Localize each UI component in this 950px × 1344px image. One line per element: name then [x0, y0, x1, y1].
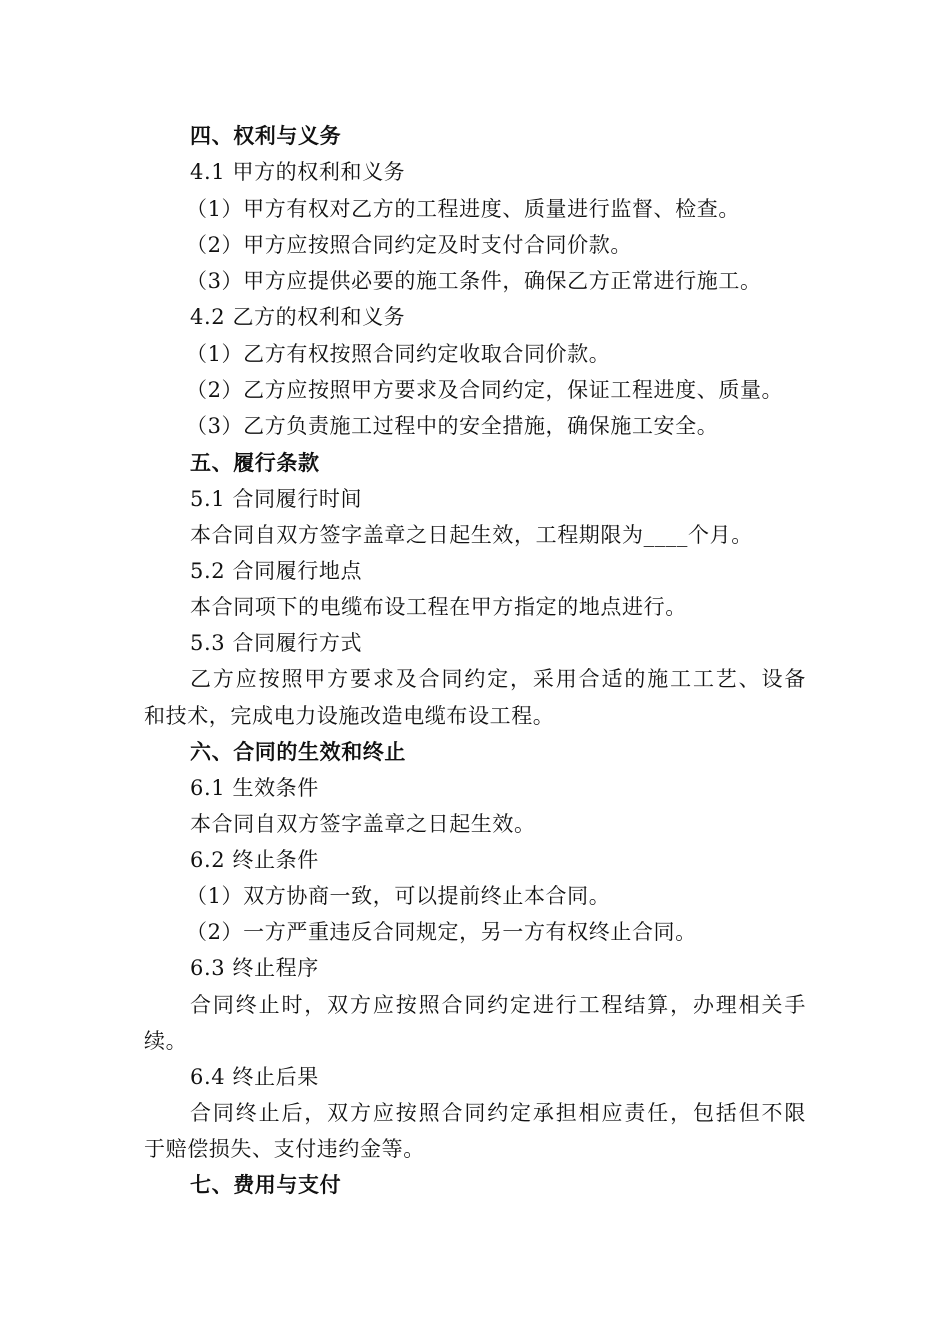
section-heading: 四、权利与义务	[190, 124, 342, 148]
list-item: （1）双方协商一致，可以提前终止本合同。	[186, 884, 611, 908]
paragraph-line: 于赔偿损失、支付违约金等。	[144, 1137, 425, 1161]
paragraph-line: 本合同自双方签字盖章之日起生效。	[190, 812, 536, 836]
list-item: （3）甲方应提供必要的施工条件，确保乙方正常进行施工。	[186, 269, 762, 293]
list-item: （1）乙方有权按照合同约定收取合同价款。	[186, 342, 611, 366]
paragraph-line: 本合同自双方签字盖章之日起生效，工程期限为____个月。	[190, 523, 753, 547]
subsection-heading: 6.4 终止后果	[190, 1065, 319, 1089]
list-item: （2）乙方应按照甲方要求及合同约定，保证工程进度、质量。	[186, 378, 784, 402]
paragraph-line: 本合同项下的电缆布设工程在甲方指定的地点进行。	[190, 595, 687, 619]
list-item: （2）一方严重违反合同规定，另一方有权终止合同。	[186, 920, 697, 944]
subsection-heading: 6.3 终止程序	[190, 956, 319, 980]
subsection-heading: 4.1 甲方的权利和义务	[190, 160, 406, 184]
subsection-heading: 4.2 乙方的权利和义务	[190, 305, 406, 329]
section-heading: 七、费用与支付	[190, 1173, 342, 1197]
section-heading: 六、合同的生效和终止	[190, 740, 406, 764]
list-item: （2）甲方应按照合同约定及时支付合同价款。	[186, 233, 632, 257]
subsection-heading: 6.2 终止条件	[190, 848, 319, 872]
list-item: （3）乙方负责施工过程中的安全措施，确保施工安全。	[186, 414, 719, 438]
paragraph-line: 合同终止后，双方应按照合同约定承担相应责任，包括但不限	[190, 1101, 806, 1125]
paragraph-line: 乙方应按照甲方要求及合同约定，采用合适的施工工艺、设备	[190, 667, 806, 691]
section-heading: 五、履行条款	[190, 451, 320, 475]
subsection-heading: 5.3 合同履行方式	[190, 631, 363, 655]
paragraph-line: 和技术，完成电力设施改造电缆布设工程。	[144, 704, 555, 728]
paragraph-line: 续。	[144, 1029, 188, 1053]
subsection-heading: 6.1 生效条件	[190, 776, 319, 800]
subsection-heading: 5.1 合同履行时间	[190, 487, 363, 511]
list-item: （1）甲方有权对乙方的工程进度、质量进行监督、检查。	[186, 197, 740, 221]
paragraph-line: 合同终止时，双方应按照合同约定进行工程结算，办理相关手	[190, 993, 806, 1017]
subsection-heading: 5.2 合同履行地点	[190, 559, 363, 583]
